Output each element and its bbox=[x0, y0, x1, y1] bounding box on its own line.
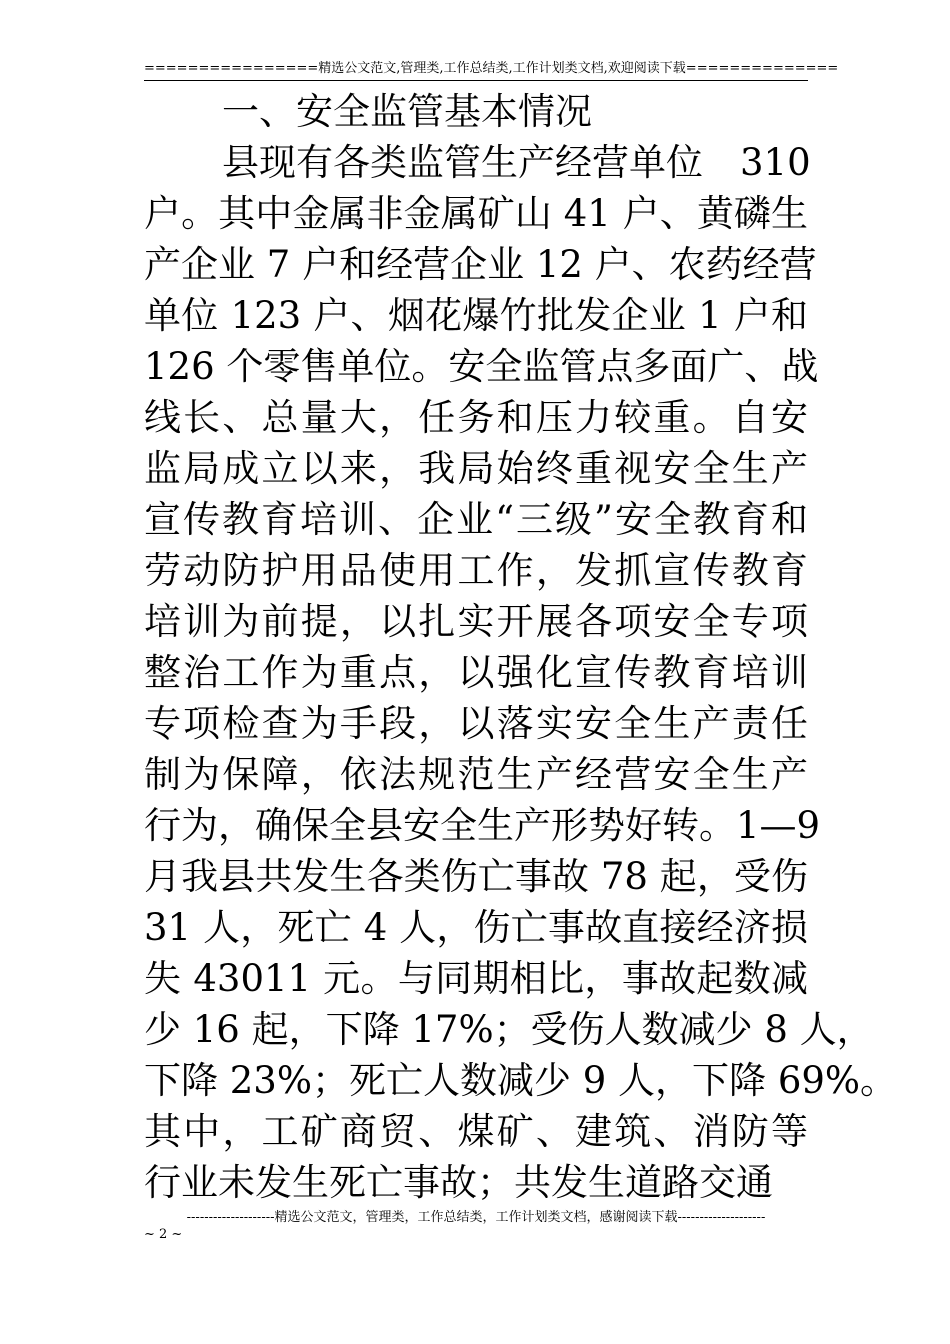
paragraph-line: 31 人，死亡 4 人，伤亡事故直接经济损 bbox=[144, 906, 808, 949]
paragraph-line: 专项检查为手段，以落实安全生产责任 bbox=[144, 702, 808, 745]
paragraph-line: 单位 123 户、烟花爆竹批发企业 1 户和 bbox=[144, 294, 808, 337]
document-body bbox=[144, 86, 898, 1208]
paragraph-line: 月我县共发生各类伤亡事故 78 起，受伤 bbox=[144, 855, 808, 898]
paragraph-line: 产企业 7 户和经营企业 12 户、农药经营 bbox=[144, 243, 817, 286]
paragraph-line: 宣传教育培训、企业“三级”安全教育和 bbox=[144, 498, 808, 541]
paragraph-line: 失 43011 元。与同期相比，事故起数减 bbox=[144, 957, 808, 1000]
paragraph-line: 线长、总量大，任务和压力较重。自安 bbox=[144, 396, 808, 439]
paragraph-line: 行为，确保全县安全生产形势好转。1—9 bbox=[144, 804, 821, 847]
paragraph-line: 劳动防护用品使用工作，发抓宣传教育 bbox=[144, 549, 808, 592]
paragraph-line: 其中，工矿商贸、煤矿、建筑、消防等 bbox=[144, 1110, 808, 1153]
paragraph-line: 培训为前提，以扎实开展各项安全专项 bbox=[144, 600, 808, 643]
paragraph-line: 监局成立以来，我局始终重视安全生产 bbox=[144, 447, 808, 490]
paragraph-line: 户。其中金属非金属矿山 41 户、黄磷生 bbox=[144, 192, 808, 235]
paragraph-line: 整治工作为重点，以强化宣传教育培训 bbox=[144, 651, 808, 694]
paragraph-line: 县现有各类监管生产经营单位 310 bbox=[222, 141, 811, 184]
paragraph-line: 下降 23%；死亡人数减少 9 人，下降 69%。 bbox=[144, 1059, 898, 1102]
paragraph-line: 行业未发生死亡事故；共发生道路交通 bbox=[144, 1161, 773, 1204]
paragraph-line: 制为保障，依法规范生产经营安全生产 bbox=[144, 753, 808, 796]
page-header: ================精选公文范文,管理类,工作总结类,工作计划类文档,欢迎阅读下载============== bbox=[144, 58, 808, 81]
page-footer: --------------------精选公文范文，管理类，工作总结类，工作计划类文档，感谢阅读下载-------------------- bbox=[186, 1210, 766, 1225]
page-number: ~ 2 ~ bbox=[144, 1227, 183, 1242]
paragraph-line: 126 个零售单位。安全监管点多面广、战 bbox=[144, 345, 819, 388]
section-heading: 一、安全监管基本情况 bbox=[222, 90, 592, 133]
paragraph-line: 少 16 起，下降 17%；受伤人数减少 8 人， bbox=[144, 1008, 874, 1051]
